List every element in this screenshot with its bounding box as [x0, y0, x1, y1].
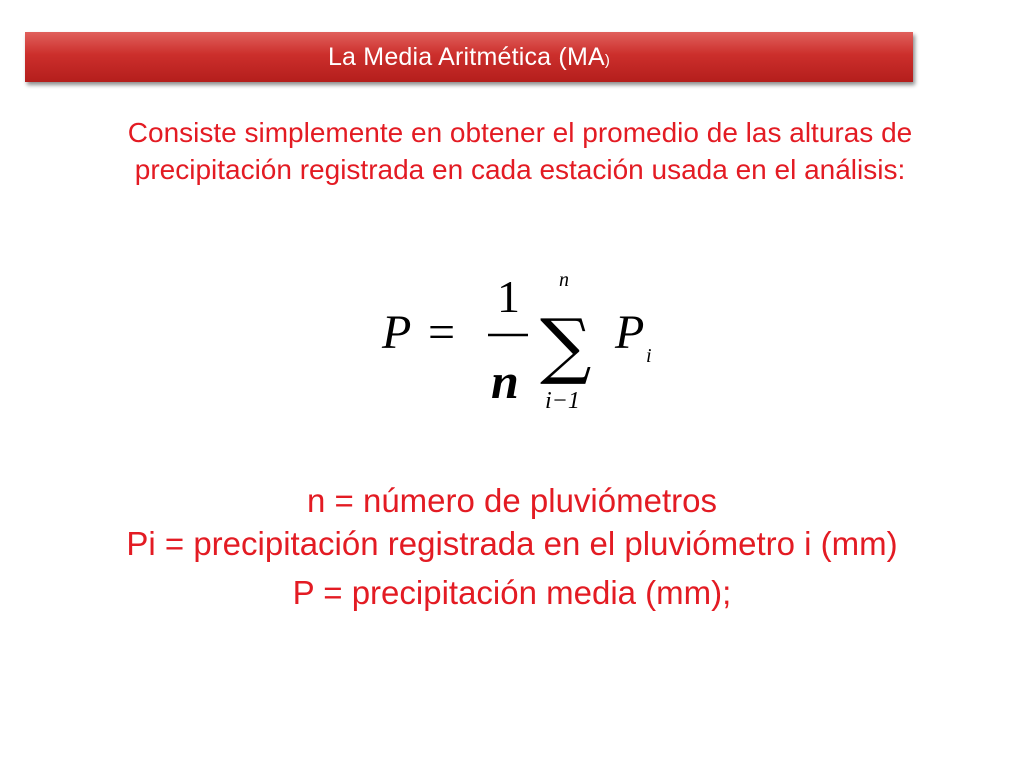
definition-n: n = número de pluviómetros	[307, 482, 717, 519]
intro-text: Consiste simplemente en obtener el promedio de las alturas de precipitación registrada en cada estación usada en el análisis:	[127, 117, 913, 185]
formula-equals: =	[428, 306, 456, 359]
formula	[370, 256, 670, 426]
definition-p: P = precipitación media (mm);	[292, 574, 732, 611]
sum-upper-limit: n	[559, 269, 569, 291]
definitions	[40, 478, 984, 616]
formula-term-subscript: i	[646, 345, 652, 367]
sum-symbol: ∑	[540, 303, 592, 387]
sum-lower-limit: i−1	[545, 388, 580, 414]
formula-numerator: 1	[497, 271, 520, 322]
formula-term: P	[615, 306, 645, 359]
slide-title-paren: )	[604, 51, 611, 69]
slide-title	[328, 43, 610, 72]
slide-title-text: La Media Aritmética (MA	[327, 42, 605, 71]
formula-denominator: n	[491, 353, 519, 409]
title-bar	[25, 32, 913, 82]
formula-lhs: P	[382, 306, 412, 359]
definition-pi: Pi = precipitación registrada en el pluviómetro i (mm)	[126, 525, 898, 562]
